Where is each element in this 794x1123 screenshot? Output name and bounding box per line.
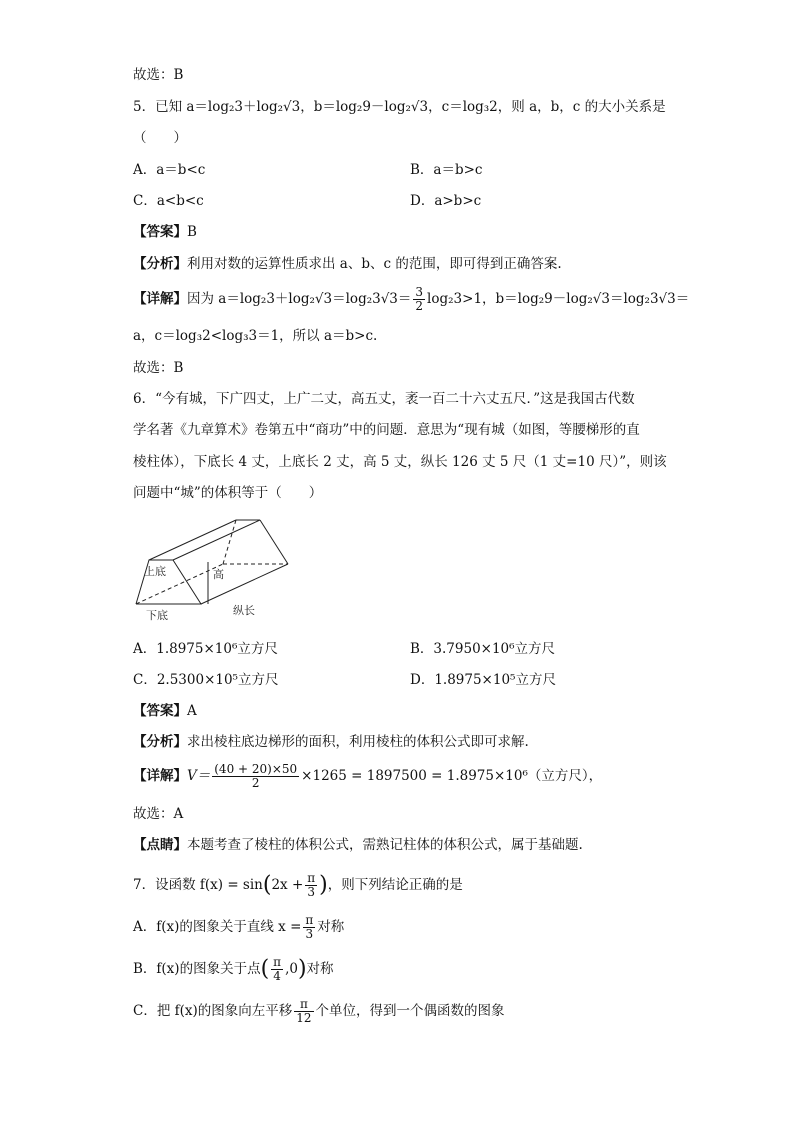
label-height: 高: [213, 568, 224, 581]
option-c-text: C．把 f(x)的图象向左平移: [133, 1003, 293, 1019]
q6-stem-line1: 6．“今有城，下广四丈，上广二丈，高五丈，袤一百二十六丈五尺．”这是我国古代数: [133, 391, 635, 407]
fraction-denominator: 3: [307, 885, 316, 899]
stem-fraction: [305, 872, 317, 899]
fraction-denominator: 12: [296, 1011, 312, 1025]
q7-option-a: [133, 914, 344, 941]
stem-text-b: ，则下列结论正确的是: [327, 877, 463, 893]
q5-option-d: D．a>b>c: [410, 193, 482, 209]
option-c-suffix: 个单位，得到一个偶函数的图象: [315, 1003, 505, 1019]
fraction-numerator: 3: [415, 285, 424, 299]
analysis-tag: 【分析】: [133, 734, 187, 750]
analysis-text: 求出棱柱底边梯形的面积，利用棱柱的体积公式即可求解.: [187, 734, 529, 750]
option-b-mid: ,0: [285, 961, 298, 977]
q6-option-c: C．2.5300×10⁵立方尺: [133, 672, 279, 688]
q6-option-d: D．1.8975×10⁵立方尺: [410, 672, 556, 688]
label-bottom-base: 下底: [146, 609, 168, 622]
stem-inner: 2x +: [271, 877, 304, 893]
top-edge-left: [149, 520, 236, 560]
fraction-numerator: π: [273, 955, 282, 969]
q6-analysis: [133, 733, 529, 751]
prism-figure: [133, 512, 293, 628]
q6-stem-line2: 学名著《九章算术》卷第五中“商功”中的问题．意思为“现有城（如图，等腰梯形的直: [133, 422, 640, 438]
detail-rhs: ×1265 = 1897500 = 1.8975×10⁶（立方尺），: [301, 768, 603, 784]
q6-conclusion: 故选：A: [133, 806, 184, 822]
detail-text-b: log₂3>1，b＝log₂9－log₂√3＝log₂3√3＝: [427, 291, 690, 307]
comment-tag: 【点睛】: [133, 837, 187, 853]
paren-open: (: [260, 956, 270, 982]
q6-detail: [133, 763, 602, 790]
q5-detail-line2: a，c＝log₃2<log₃3＝1，所以 a＝b>c.: [133, 328, 378, 344]
paren-open: (: [262, 872, 272, 898]
answer-value: A: [187, 703, 197, 719]
fraction-denominator: 2: [251, 776, 260, 790]
fraction-numerator: π: [305, 913, 314, 927]
hidden-back-left-edge: [223, 520, 236, 564]
q5-option-c: C．a<b<c: [133, 193, 204, 209]
q7-option-b: [133, 956, 334, 983]
fraction-numerator: (40 + 20)×50: [214, 762, 298, 776]
answer-tag: 【答案】: [133, 224, 187, 240]
option-b-suffix: 对称: [306, 961, 334, 977]
fraction-denominator: 4: [273, 969, 281, 983]
option-b-fraction: [271, 956, 283, 983]
label-top-base: 上底: [144, 565, 166, 578]
q6-option-b: B．3.7950×10⁶立方尺: [410, 641, 556, 657]
option-c-fraction: [294, 998, 313, 1025]
detail-tag: 【详解】: [133, 768, 187, 784]
q7-stem: [133, 872, 463, 899]
analysis-text: 利用对数的运算性质求出 a、b、c 的范围，即可得到正确答案.: [187, 256, 562, 272]
fraction-numerator: π: [294, 998, 313, 1012]
comment-text: 本题考查了棱柱的体积公式，需熟记柱体的体积公式，属于基础题.: [187, 837, 583, 853]
fraction-denominator: 2: [415, 299, 424, 313]
stem-text-a: 7．设函数 f(x) = sin: [133, 877, 263, 893]
option-a-fraction: [303, 914, 315, 941]
q7-option-c: [133, 998, 505, 1025]
q6-answer: [133, 702, 197, 720]
detail-fraction: [413, 286, 425, 313]
q5-detail-line1: [133, 286, 689, 313]
option-b-text: B．f(x)的图象关于点: [133, 961, 261, 977]
paren-close: ): [319, 872, 328, 898]
q6-stem-line4: 问题中“城”的体积等于（ ）: [133, 485, 323, 501]
option-a-text: A．f(x)的图象关于直线 x =: [133, 919, 302, 935]
q5-stem-line2: （ ）: [133, 130, 187, 146]
fraction-numerator: π: [307, 871, 316, 885]
q4-conclusion: 故选：B: [133, 67, 184, 83]
top-edge-right: [173, 520, 260, 560]
q5-analysis: [133, 255, 562, 273]
fraction-denominator: 3: [305, 927, 314, 941]
q6-stem-line3: 棱柱体），下底长 4 丈，上底长 2 丈，高 5 丈，纵长 126 丈 5 尺（1 丈=10 尺）”，则该: [133, 454, 667, 470]
back-right-edge: [260, 520, 288, 564]
paren-close: ): [297, 956, 307, 982]
analysis-tag: 【分析】: [133, 256, 187, 272]
detail-lhs: V＝: [187, 768, 211, 784]
q5-answer: [133, 223, 197, 241]
q5-option-b: B．a＝b>c: [410, 162, 483, 178]
detail-text-a: 因为 a＝log₂3＋log₂√3＝log₂3√3＝: [187, 291, 412, 307]
prism-diagram: [133, 512, 293, 624]
detail-tag: 【详解】: [133, 291, 187, 307]
answer-value: B: [187, 224, 197, 240]
label-length: 纵长: [233, 604, 255, 617]
q6-comment: [133, 836, 583, 854]
option-a-suffix: 对称: [317, 919, 345, 935]
detail-fraction: [212, 763, 299, 790]
answer-tag: 【答案】: [133, 703, 187, 719]
q5-conclusion: 故选：B: [133, 360, 184, 376]
q5-option-a: A．a＝b<c: [133, 162, 206, 178]
q6-option-a: A．1.8975×10⁶立方尺: [133, 641, 278, 657]
q5-stem-line1: 5．已知 a＝log₂3＋log₂√3，b＝log₂9－log₂√3，c＝log₃2，则 a，b，c 的大小关系是: [133, 99, 666, 115]
